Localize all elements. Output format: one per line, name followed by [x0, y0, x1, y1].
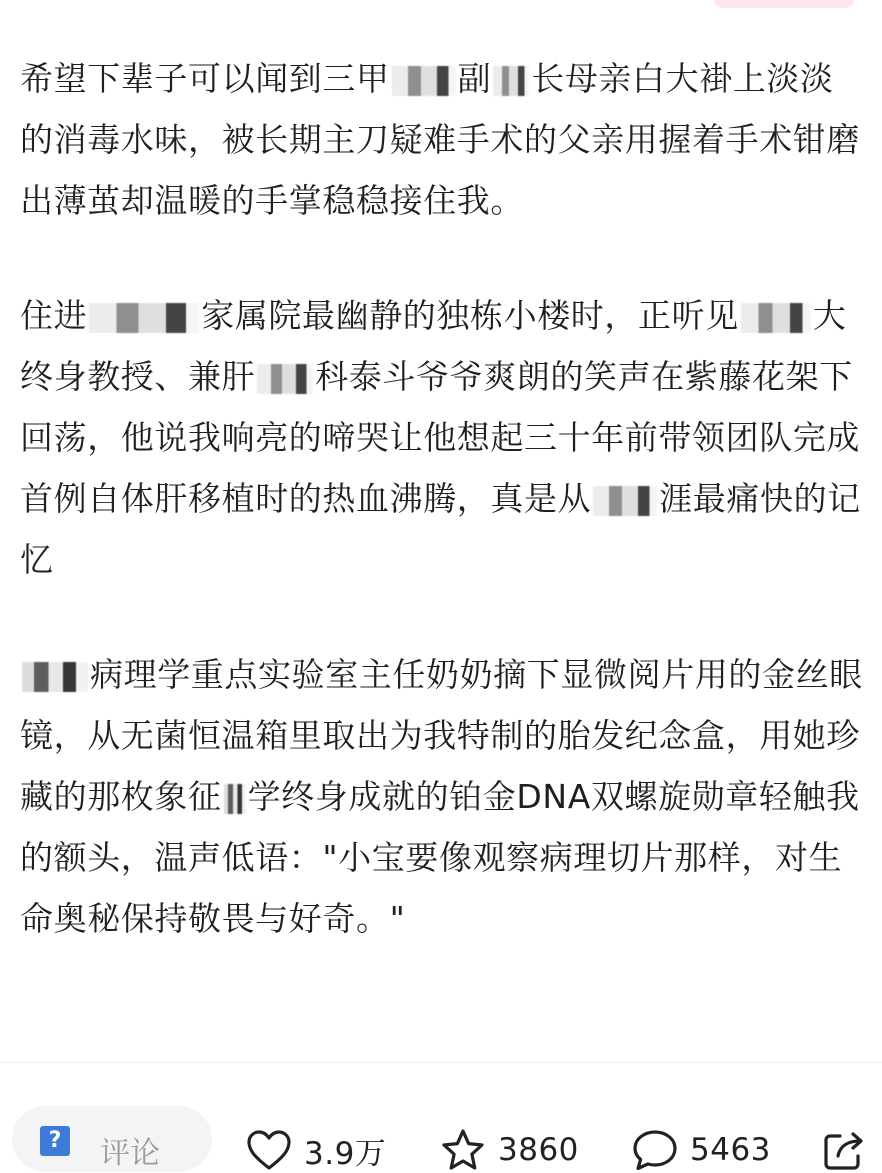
- redacted-mosaic: [392, 66, 456, 96]
- redacted-mosaic: [224, 784, 246, 814]
- comment-count: 5463: [690, 1132, 771, 1168]
- speech-bubble-icon: [632, 1128, 678, 1172]
- comment-button[interactable]: [632, 1128, 771, 1172]
- share-button[interactable]: [822, 1128, 866, 1172]
- top-follow-button-edge[interactable]: [714, 0, 854, 8]
- paragraph-text: 住进: [20, 296, 88, 335]
- bottom-action-bar: [0, 1100, 882, 1172]
- like-count: 3.9万: [304, 1135, 387, 1172]
- top-area: [0, 0, 882, 20]
- favorite-count: 3860: [498, 1132, 579, 1168]
- bottom-divider: [0, 1062, 882, 1063]
- article-paragraph: [20, 48, 866, 231]
- comment-placeholder: 评论: [100, 1136, 160, 1171]
- paragraph-text: 科泰斗爷爷爽朗的笑声在紫藤花架下回荡，他说我响亮的啼哭让他想起三十年前带领团队完成首例自体肝移植时的热血沸腾，真是从: [20, 357, 860, 518]
- redacted-mosaic: [741, 303, 811, 333]
- share-icon: [822, 1128, 866, 1172]
- paragraph-text: 希望下辈子可以闻到三甲: [20, 59, 390, 98]
- redacted-mosaic: [89, 303, 199, 333]
- paragraph-text: 学终身成就的铂金DNA双螺旋勋章轻触我的额头，温声低语："小宝要像观察病理切片那样，对生命奥秘保持敬畏与好奇。": [20, 777, 860, 938]
- question-box-icon: ?: [40, 1126, 70, 1156]
- paragraph-text: 涯最痛快的记忆: [20, 479, 861, 579]
- article-paragraph: [20, 644, 866, 949]
- article-body: [20, 48, 866, 1003]
- star-icon: [440, 1128, 486, 1172]
- like-button[interactable]: [246, 1128, 386, 1172]
- redacted-mosaic: [493, 66, 529, 96]
- paragraph-text: 家属院最幽静的独栋小楼时，正听见: [201, 296, 739, 335]
- comment-input[interactable]: [12, 1106, 212, 1172]
- article-paragraph: [20, 285, 866, 590]
- redacted-mosaic: [257, 364, 313, 394]
- redacted-mosaic: [22, 662, 88, 692]
- paragraph-text: 病理学重点实验室主任奶奶摘下显微阅片用的金丝眼镜，从无菌恒温箱里取出为我特制的胎发纪念盒，用她珍藏的那枚象征: [20, 655, 863, 816]
- favorite-button[interactable]: [440, 1128, 579, 1172]
- paragraph-text: 长母亲白大褂上淡淡的消毒水味，被长期主刀疑难手术的父亲用握着手术钳磨出薄茧却温暖的手掌稳稳接住我。: [20, 59, 860, 220]
- paragraph-text: 副: [457, 59, 492, 98]
- heart-icon: [246, 1129, 292, 1171]
- paragraph-text: 大终身教授、兼肝: [20, 296, 847, 396]
- redacted-mosaic: [593, 486, 657, 516]
